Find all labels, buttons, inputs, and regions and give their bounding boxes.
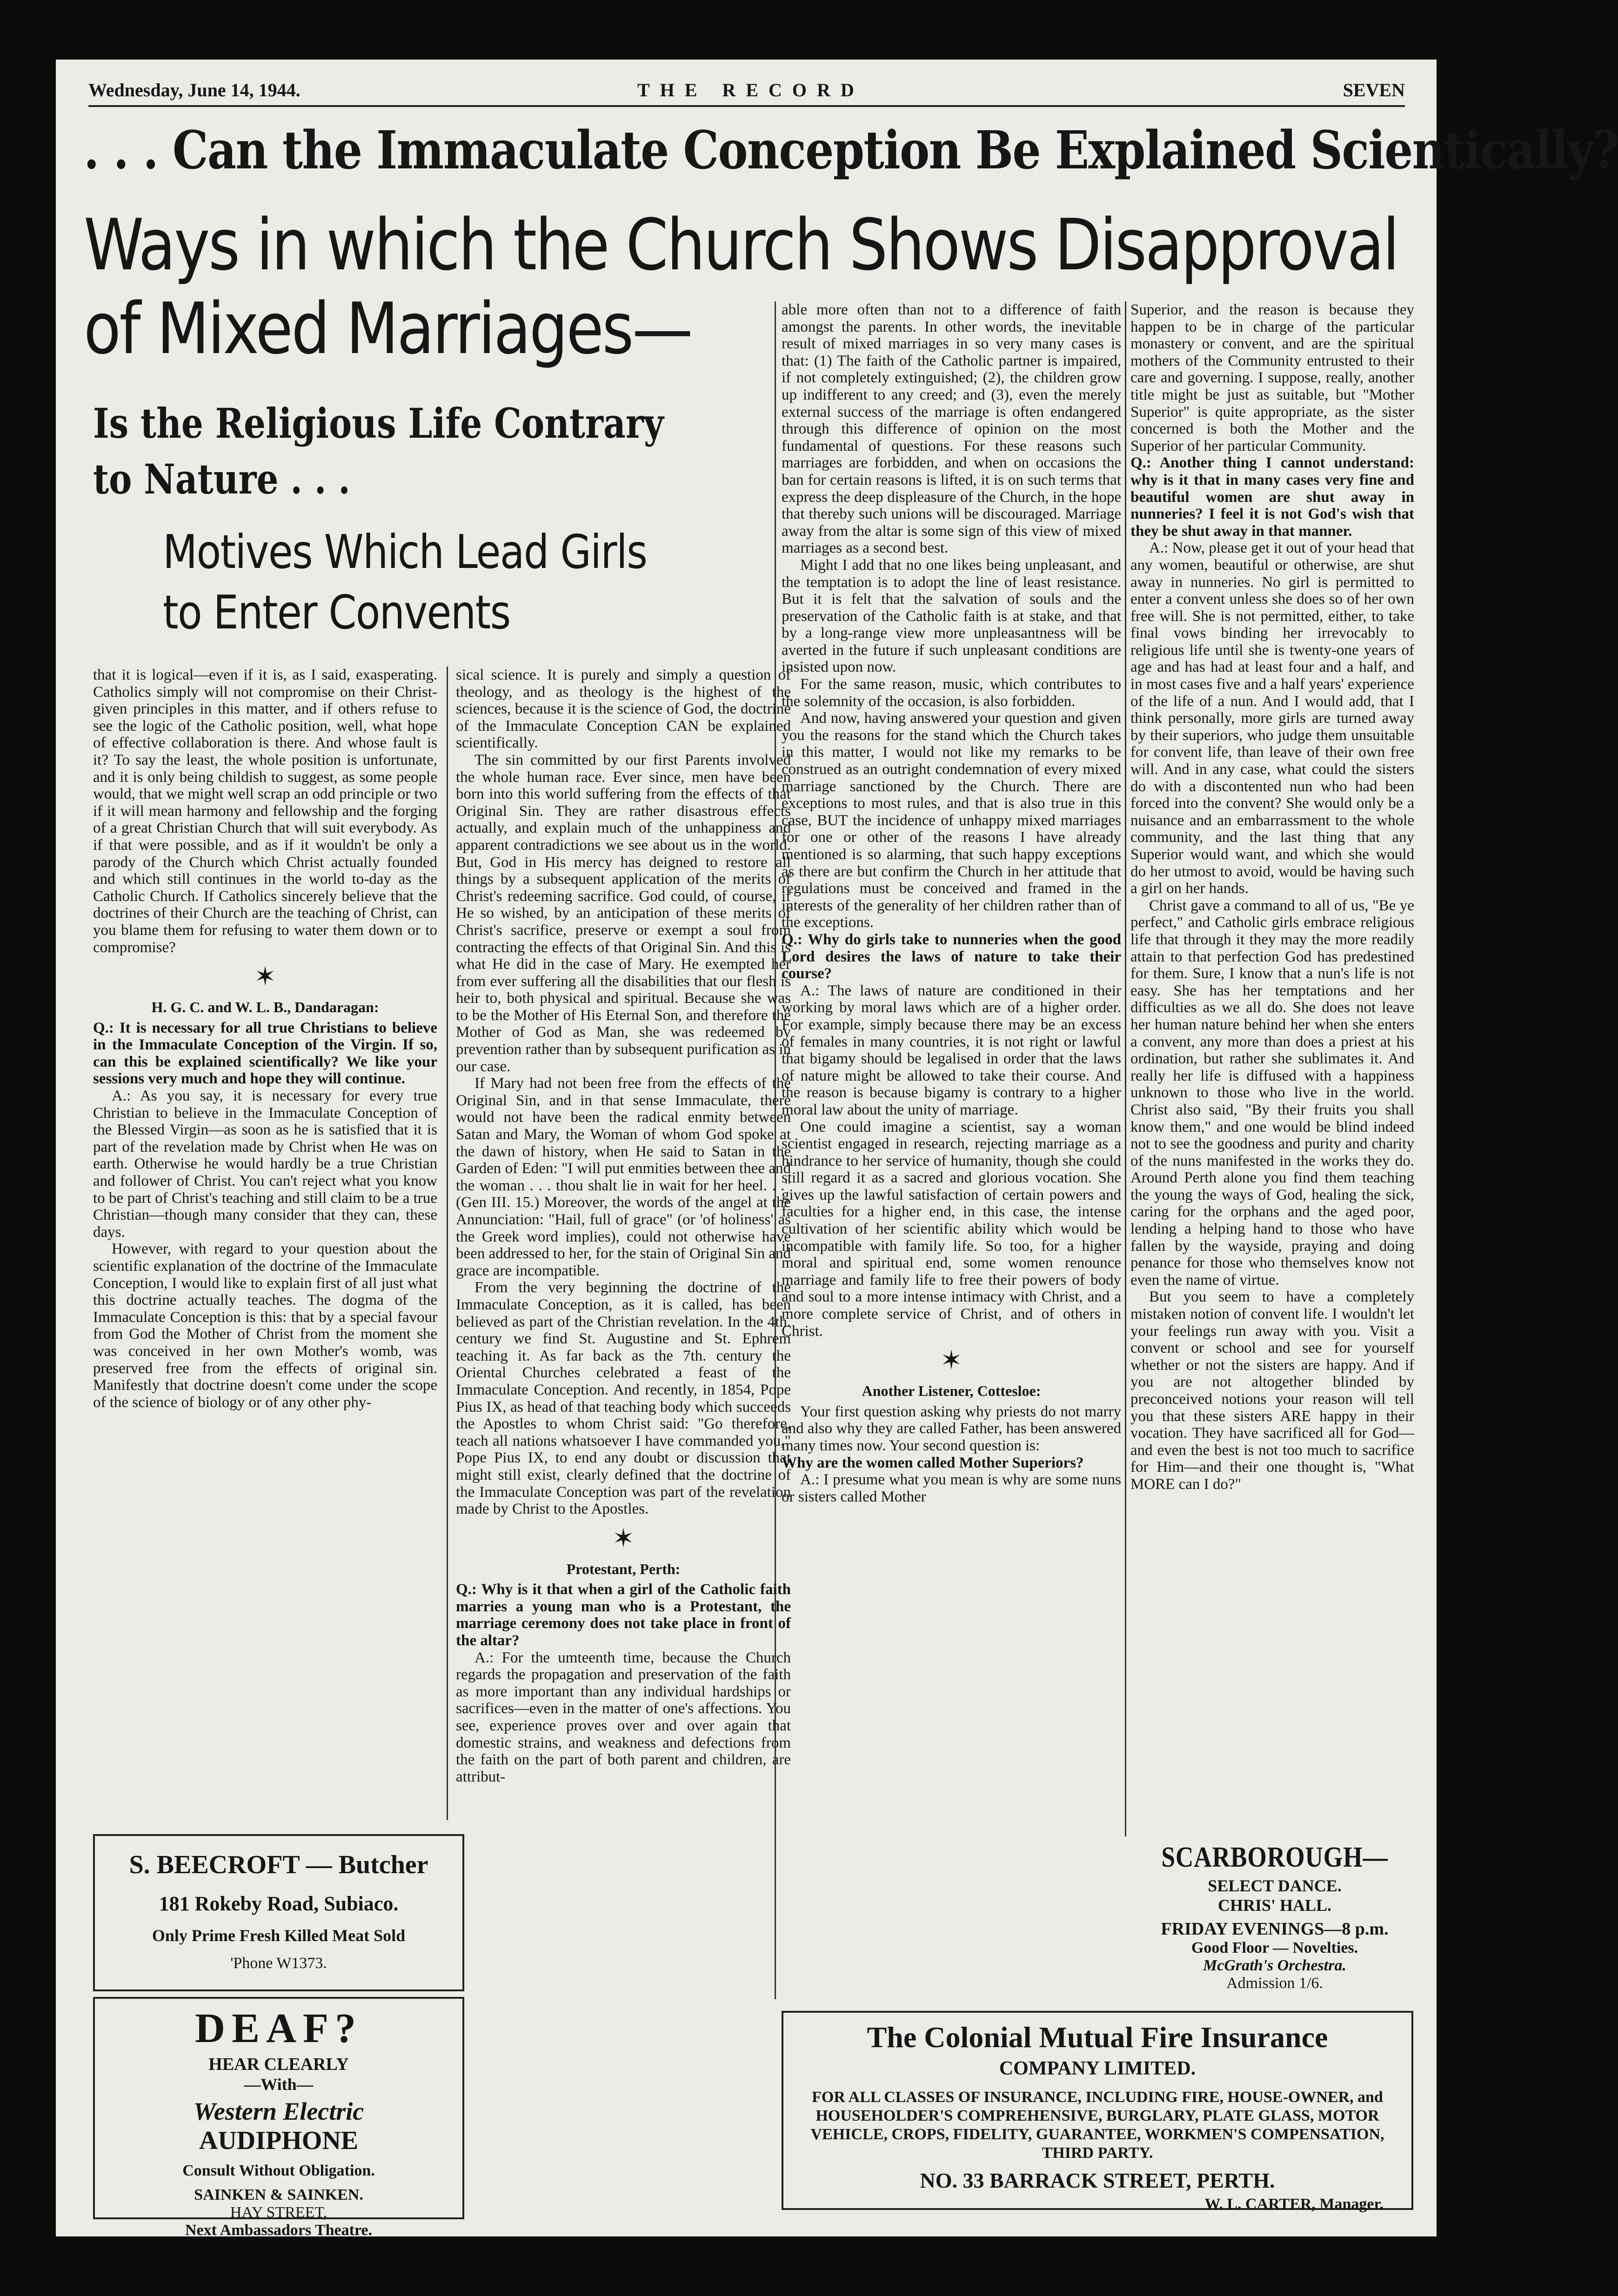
answer-paragraph: However, with regard to your question about the scientific explanation of the doctrine of the Immaculate Conception, I would like to explain first of all just what this doctrine actually teaches. The dogma of the Immaculate Conception is this: that by a special favour from God the Mother of Christ from the moment she was conceived in her own Mother's womb, was preserved free from the effects of original sin. Manifestly that doctrine doesn't come under the scope of the science of biology or of any other phy- [93, 1241, 437, 1411]
article-paragraph: If Mary had not been free from the effects of the Original Sin, and in that sense Immaculate, there would not have been the radical enmity between Satan and Mary, the Woman of whom God spoke at the dawn of history, when He said to Satan in the Garden of Eden: "I will put enmities between thee and the woman . . . thou shalt lie in wait for her heel. . ." (Gen III. 15.) Moreover, the words of the angel at the Annunciation: "Hail, full of grace" (or 'of holiness' as the Greek word implies), could not otherwise have been addressed to her, for the stain of Original Sin and grace are incompatible. [456, 1075, 791, 1279]
ad-line: 'Phone W1373. [230, 1955, 327, 1972]
advertisement-scarborough-dance [1140, 1841, 1410, 2009]
ad-line: Next Ambassadors Theatre. [185, 2222, 373, 2239]
ad-line: CHRIS' HALL. [1217, 1896, 1332, 1915]
question-paragraph: Q.: Why is it that when a girl of the Catholic faith marries a young man who is a Protestant, the marriage ceremony does not take place in front of the altar? [456, 1581, 791, 1649]
article-column-4 [1130, 301, 1414, 1493]
ad-line: DEAF? [195, 2005, 362, 2051]
masthead-date: Wednesday, June 14, 1944. [88, 80, 301, 100]
ad-line: Western Electric [193, 2097, 364, 2125]
answer-paragraph: A.: The laws of nature are conditioned in their working by moral laws which are of a higher order. For example, simply because there may be an excess of females in many countries, it is not right or lawful that bigamy should be legalised in order that the laws of nature might be allowed to take their course. And the reason is because bigamy is contrary to a higher moral law about the unity of marriage. [782, 982, 1121, 1118]
ad-line: Good Floor — Novelties. [1191, 1939, 1358, 1956]
headline-religious-life-line1: Is the Religious Life Contrary [93, 399, 664, 447]
article-paragraph: Superior, and the reason is because they happen to be in charge of the particular monastery or convent, and are the spiritual mothers of the Community entrusted to their care and governing. I suppose, really, another title might be just as suitable, but "Mother Superior" is quite appropriate, as the sister concerned is both the Mother and the Superior of her particular Community. [1130, 301, 1414, 454]
article-column-1 [93, 667, 437, 1411]
ad-line: HAY STREET, [230, 2204, 328, 2221]
star-separator-icon: ✶ [940, 1346, 963, 1375]
answer-paragraph: But you seem to have a completely mistaken notion of convent life. I wouldn't let your feelings run away with you. Visit a convent or school and see for yourself whether or not the sisters are happy. And if you are not altogether blinded by preconceived notions your reason will tell you that these sisters ARE happy in their vocation. They have sacrificed all for God—and even the best is not too much to sacrifice for Him—and their one thought is, "What MORE can I do?" [1130, 1288, 1414, 1493]
answer-paragraph: A.: Now, please get it out of your head that any women, beautiful or otherwise, are shut away in nunneries. No girl is permitted to enter a convent unless she does so of her own free will. She is not permitted, either, to take final vows binding her irrevocably to religious life until she is twenty-one years of age and has had at least four and a half, and in most cases five and a half years' experience of the life of a nun. And I would add, that I think personally, more girls are turned away by their superiors, who judge them unsuitable for convent life, than leave of their own free will. And in any case, what could the sisters do with a discontented nun who had been forced into the convent? She would only be a nuisance and an embarrassment to the whole community, and the last thing that any Superior would want, and which she would do her utmost to avoid, would be having such a girl on her hands. [1130, 540, 1414, 897]
column-rule [447, 667, 448, 1820]
ad-line: SELECT DANCE. [1208, 1876, 1342, 1895]
ad-line: AUDIPHONE [199, 2126, 359, 2155]
article-paragraph: Might I add that no one likes being unpleasant, and the temptation is to adopt the line of least resistance. But it is felt that the salvation of souls and the preservation of the Catholic faith is at stake, and that by a long-range view more unpleasantness will be averted in the future if such unpleasant conditions are insisted upon now. [782, 556, 1121, 676]
advertisement-butcher [93, 1834, 464, 1991]
article-paragraph: And now, having answered your question and given you the reasons for the stand which the Church takes in this matter, I would not like my remarks to be construed as an outright condemnation of every mixed marriage sanctioned by the Church. There are exceptions to most rules, and that is also true in this case, BUT the incidence of unhappy mixed marriages for one or other of the reasons I have already mentioned is so alarming, that such happy exceptions as there are but confirm the Church in her attitude that regulations must be conceived and framed in the interests of the generality of her children rather than of the exceptions. [782, 710, 1121, 931]
masthead-paper-name: THE RECORD [637, 80, 864, 100]
column-rule [1125, 301, 1126, 1836]
star-separator-icon: ✶ [612, 1524, 635, 1553]
ad-line: SAINKEN & SAINKEN. [194, 2186, 363, 2203]
answer-paragraph: Your first question asking why priests do not marry and also why they are called Father, has been answered many times now. Your second question is: [782, 1403, 1121, 1454]
masthead-page-number: SEVEN [1343, 80, 1405, 100]
article-paragraph: that it is logical—even if it is, as I said, exasperating. Catholics simply will not compromise on their Christ-given principles in this matter, and if others refuse to see the logic of the Catholic position, well, what hope of effective collaboration is there. And whose fault is it? To say the least, the whole position is unfortunate, and it is only being childish to suggest, as some people would, that we might well scrap an odd principle or two if it will mean harmony and fellowship and the forging of a great Christian Church that will suit everybody. As if that were possible, and as if it wouldn't be only a parody of the Church which Christ actually founded and which still continues in the world to-day as the Catholic Church. If Catholics sincerely believe that the doctrines of their Church are the teaching of Christ, can you blame them for refusing to water them down or to compromise? [93, 667, 437, 956]
advertisement-colonial-mutual [782, 2011, 1413, 2213]
correspondent-heading: H. G. C. and W. L. B., Dandaragan: [151, 999, 379, 1016]
headline-motives-line2: to Enter Convents [163, 585, 510, 640]
ad-line: NO. 33 BARRACK STREET, PERTH. [920, 2169, 1275, 2192]
star-separator-icon: ✶ [254, 962, 276, 992]
article-column-3 [782, 301, 1121, 1505]
question-paragraph: Q.: Why do girls take to nunneries when the good Lord desires the laws of nature to take their course? [782, 931, 1121, 982]
ad-line: —With— [244, 2075, 314, 2094]
ad-line: The Colonial Mutual Fire Insurance [867, 2021, 1328, 2054]
article-paragraph: From the very beginning the doctrine of the Immaculate Conception, as it is called, has been believed as part of the Christian revelation. In the 4th. century we find St. Augustine and St. Ephrem teaching it. As far back as the 7th. century the Oriental Churches celebrated a feast of the Immaculate Conception. And recently, in 1854, Pope Pius IX, as head of that teaching body which succeeds the Apostles to whom Christ said: "Go therefore, teach all nations whatsoever I have commanded you," Pope Pius IX, to end any doubt or discussion that might still exist, clearly defined that the doctrine of the Immaculate Conception was part of the revelation made by Christ to the Apostles. [456, 1279, 791, 1518]
answer-paragraph: A.: For the umteenth time, because the Church regards the propagation and preservation of the faith as more important than any individual hardships or sacrifices—even in the matter of one's affections. You see, experience proves over and over again that domestic strains, and weakness and defections from the faith on the part of both parent and children, are attribut- [456, 1649, 791, 1785]
headline-immaculate-conception: . . . Can the Immaculate Conception Be Explained Scientically? [84, 120, 1618, 181]
ad-line: W. L. CARTER, Manager. [1204, 2196, 1384, 2213]
answer-paragraph: Christ gave a command to all of us, "Be ye perfect," and Catholic girls embrace religious life that through it they may the more readily attain to that perfection God has predestined for them. Sure, I know that a nun's life is not easy. She has her temptations and her difficulties as we all do. She does not leave her human nature behind her when she enters a convent, any more than does a priest at his ordination, but rather she sublimates it. And really her life is diffused with a happiness unknown to those who live in the world. Christ also said, "By their fruits you shall know them," and one would be blind indeed not to see the goodness and purity and charity of the nuns manifested in the works they do. Around Perth alone you find them teaching the young the ways of God, healing the sick, caring for the orphans and the aged poor, lending a helping hand to those who have fallen by the wayside, praying and doing penance for those who themselves know not even the name of virtue. [1130, 897, 1414, 1288]
answer-paragraph: A.: As you say, it is necessary for every true Christian to believe in the Immaculate Conception of the Blessed Virgin—as soon as he is satisfied that it is part of the revelation made by Christ when He was on earth. Otherwise he would hardly be a true Christian and follower of Christ. You can't reject what you know to be part of Christ's teaching and still claim to be a true Christian—though many consider that they can, these days. [93, 1088, 437, 1241]
article-paragraph: able more often than not to a difference of faith amongst the parents. In other words, the inevitable result of mixed marriages in so very many cases is that: (1) The faith of the Catholic partner is impaired, if not completely extinguished; (2), the children grow up indifferent to any creed; and (3), even the merely external success of the marriage is often endangered through this difference of opinion on the most fundamental of questions. For these reasons such marriages are forbidden, and when on occasions the ban for certain reasons is lifted, it is on such terms that express the deep displeasure of the Church, in the hope that thereby such unions will be discouraged. Marriage away from the altar is some sign of this view of mixed marriages as a second best. [782, 301, 1121, 557]
correspondent-heading: Protestant, Perth: [566, 1560, 681, 1577]
article-paragraph: The sin committed by our first Parents involved the whole human race. Ever since, men have been born into this world suffering from the effects of that Original Sin. They are rather disastrous effects actually, and explain much of the unhappiness and apparent contradictions we see about us in the world. But, God in His mercy has deigned to restore all things by a subsequent application of the merits of Christ's redeeming sacrifice. God could, of course, if He so wished, by an anticipation of these merits of Christ's sacrifice, preserve or exempt a soul from contracting the effects of that Original Sin. And this is what He did in the case of Mary. He exempted her from ever suffering all the disabilities that our flesh is heir to, both physical and spiritual. Because she was to be the Mother of His Eternal Son, and therefore the Mother of God as Man, she was redeemed by prevention rather than by subsequent purification as in our case. [456, 751, 791, 1075]
headline-mixed-marriages-line1: Ways in which the Church Shows Disapproval [84, 204, 1398, 286]
ad-line: S. BEECROFT — Butcher [129, 1850, 428, 1879]
ad-line: HEAR CLEARLY [208, 2055, 349, 2074]
answer-paragraph: A.: I presume what you mean is why are some nuns or sisters called Mother [782, 1471, 1121, 1505]
ad-line: FRIDAY EVENINGS—8 p.m. [1161, 1919, 1389, 1939]
article-paragraph: For the same reason, music, which contributes to the solemnity of the occasion, is also forbidden. [782, 676, 1121, 710]
ad-line: Admission 1/6. [1226, 1975, 1323, 1992]
ad-line: Only Prime Fresh Killed Meat Sold [152, 1926, 406, 1945]
question-paragraph: Why are the women called Mother Superiors? [782, 1454, 1084, 1471]
masthead [88, 78, 1405, 107]
ad-line: SCARBOROUGH— [1161, 1842, 1388, 1873]
answer-paragraph: One could imagine a scientist, say a woman scientist engaged in research, rejecting marriage as a hindrance to her service of humanity, though she could still regard it as a sacred and glorious vocation. She gives up the lawful satisfaction of certain powers and faculties for a higher end, in this case, the intense cultivation of her scientific ability which would be incompatible with family life. So too, for a higher moral and spiritual end, some women renounce marriage and family life to free their powers of body and soul to a more intense intimacy with Christ, and a more complete service of Christ, and of others in Christ. [782, 1118, 1121, 1340]
newspaper-page [56, 60, 1618, 2239]
headline-mixed-marriages-line2: of Mixed Marriages— [84, 287, 692, 370]
headline-religious-life-line2: to Nature . . . [93, 455, 350, 503]
ad-line: Consult Without Obligation. [182, 2162, 375, 2179]
ad-line: COMPANY LIMITED. [999, 2058, 1196, 2079]
ad-line: FOR ALL CLASSES OF INSURANCE, INCLUDING FIRE, HOUSE-OWNER, and HOUSEHOLDER'S COMPREHENSIVE, BURGLARY, PLATE GLASS, MOTOR VEHICLE, CROPS, FIDELITY, GUARANTEE, WORKMEN'S COMPENSATION, THIRD PARTY. [810, 2089, 1384, 2162]
question-paragraph: Q.: It is necessary for all true Christians to believe in the Immaculate Conception of the Virgin. If so, can this be explained scientifically? We like your sessions very much and hope they will continue. [93, 1019, 437, 1088]
advertisement-audiphone [93, 1997, 464, 2239]
article-paragraph: sical science. It is purely and simply a question of theology, and as theology is the highest of the sciences, because it is the science of God, the doctrine of the Immaculate Conception CAN be explained scientifically. [456, 667, 791, 752]
question-paragraph: Q.: Another thing I cannot understand: why is it that in many cases very fine and beautiful women are shut away in nunneries? I feel it is not God's wish that they be shut away in that manner. [1130, 454, 1414, 540]
ad-line: 181 Rokeby Road, Subiaco. [159, 1892, 399, 1915]
headline-motives-line1: Motives Which Lead Girls [163, 525, 647, 579]
correspondent-heading: Another Listener, Cottesloe: [862, 1382, 1041, 1400]
ad-line: McGrath's Orchestra. [1203, 1957, 1346, 1974]
article-column-2 [456, 667, 791, 1785]
